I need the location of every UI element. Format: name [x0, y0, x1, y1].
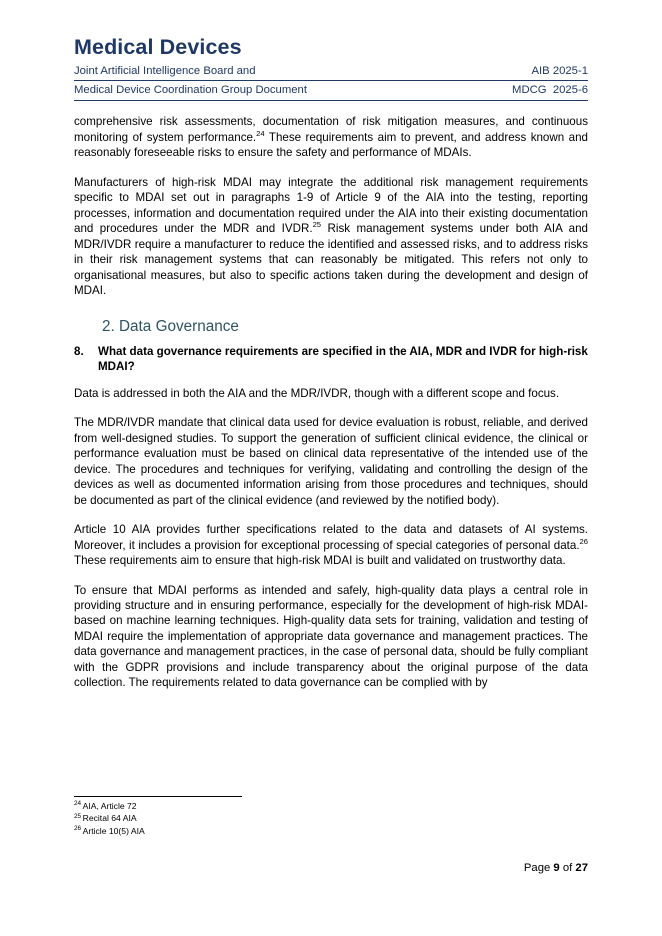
header-doc-code-mdcg: MDCG 2025-6 [512, 84, 588, 97]
footnote-marker-26: 26 [579, 536, 588, 546]
question-number: 8. [74, 344, 84, 358]
paragraph-data-addressed: Data is addressed in both the AIA and the MDR/IVDR, though with a different scope and focus. [74, 386, 560, 400]
document-body [74, 101, 588, 691]
footnote-marker-25: 25 [312, 220, 322, 230]
page-number-current: 9 [553, 862, 560, 874]
section-heading-data-governance: 2. Data Governance [102, 318, 239, 336]
paragraph-5-text-part-1: Article 10 AIA provides further specifications related to the data and datasets of AI systems. Moreover, it includes a provision for exceptional processing of special categories of personal data. [74, 523, 588, 552]
page-footer [74, 862, 588, 874]
footnote-text: Recital 64 AIA [82, 813, 137, 824]
paragraph-2-text-part-2: Risk management systems under both AIA and MDR/IVDR require a manufacturer to reduce the identified and assessed risks, and to address risks in their risk management systems that can reasonably be mitigated. This refers not only to organisational measures, but also to specific actions taken during the development and design of MDAI. [74, 222, 588, 297]
footnote-item [74, 825, 588, 837]
paragraph-5-text-part-2: These requirements aim to ensure that high-risk MDAI is built and validated on trustworthy data. [74, 554, 566, 568]
paragraph-1-text-part-2: These requirements aim to prevent, and address known and reasonably foreseeable risks to ensure the safety and performance of MDAIs. [74, 130, 588, 160]
footnote-item [74, 812, 588, 824]
header-org-line-2: Medical Device Coordination Group Document [74, 84, 307, 97]
footnote-item [74, 800, 588, 812]
paragraph-high-quality-data: To ensure that MDAI performs as intended and safely, high-quality data plays a central role in providing structure and in ensuring performance, especially for the development of high-risk MDAI-based on machine learning techniques. High-quality data sets for training, validation and testing of MDAI require the implementation of appropriate data governance and management practices. The data governance and management practices, in the case of personal data, should be fully compliant with the GDPR provisions and include transparency about the original purpose of the data collection. The requirements related to data governance can be complied with by [74, 583, 588, 690]
footnote-text: AIA, Article 72 [82, 801, 137, 811]
paragraph-risk-assessments [74, 114, 588, 160]
header-divider-thin [74, 80, 588, 81]
footnote-number: 26 [74, 825, 82, 833]
page-content-column [74, 0, 588, 691]
numbered-question-8 [74, 344, 588, 375]
paragraph-1-text-part-1: comprehensive risk assessments, documentation of risk mitigation measures, and continuous monitoring of system performance. [74, 115, 588, 144]
footnote-number: 24 [74, 800, 82, 808]
page-number-total: 27 [575, 862, 588, 874]
footnote-marker-24: 24 [256, 128, 265, 138]
document-title: Medical Devices [74, 35, 242, 59]
footnote-separator-rule [74, 796, 242, 797]
header-subtitle-row-2 [74, 82, 588, 98]
question-text: What data governance requirements are specified in the AIA, MDR and IVDR for high-risk MDAI? [98, 344, 588, 374]
footnotes-section [74, 796, 588, 837]
paragraph-mdr-ivdr-mandate: The MDR/IVDR mandate that clinical data used for device evaluation is robust, reliable, and derived from well-designed studies. To support the generation of sufficient clinical evidence, the clinical or performance evaluation must be based on clinical data representative of the intended use of the device. The procedures and techniques for verifying, validating and controlling the design of the devices as well as documented information arising from those procedures and techniques, should be documented as part of the clinical evidence (and reviewed by the notified body). [74, 416, 588, 507]
page-label-middle: of [559, 862, 576, 874]
header-org-line-1: Joint Artificial Intelligence Board and [74, 65, 256, 78]
page-label-prefix: Page [523, 862, 554, 874]
paragraph-manufacturers-high-risk [74, 175, 588, 299]
footnote-number: 25 [74, 812, 82, 820]
paragraph-2-text-part-1: Manufacturers of high-risk MDAI may integrate the additional risk management requirements specific to MDAI set out in paragraphs 1-9 of Article 9 of the AIA into the testing, reporting processes, information and documentation required under the AIA into their existing documentation and procedures under the MDR and IVDR. [74, 175, 588, 236]
header-subtitle-row-1 [74, 63, 588, 79]
header-doc-code-aib: AIB 2025-1 [531, 65, 588, 78]
paragraph-article-10-aia [74, 522, 588, 568]
document-header [74, 0, 588, 101]
footnote-text: Article 10(5) AIA [82, 825, 145, 836]
